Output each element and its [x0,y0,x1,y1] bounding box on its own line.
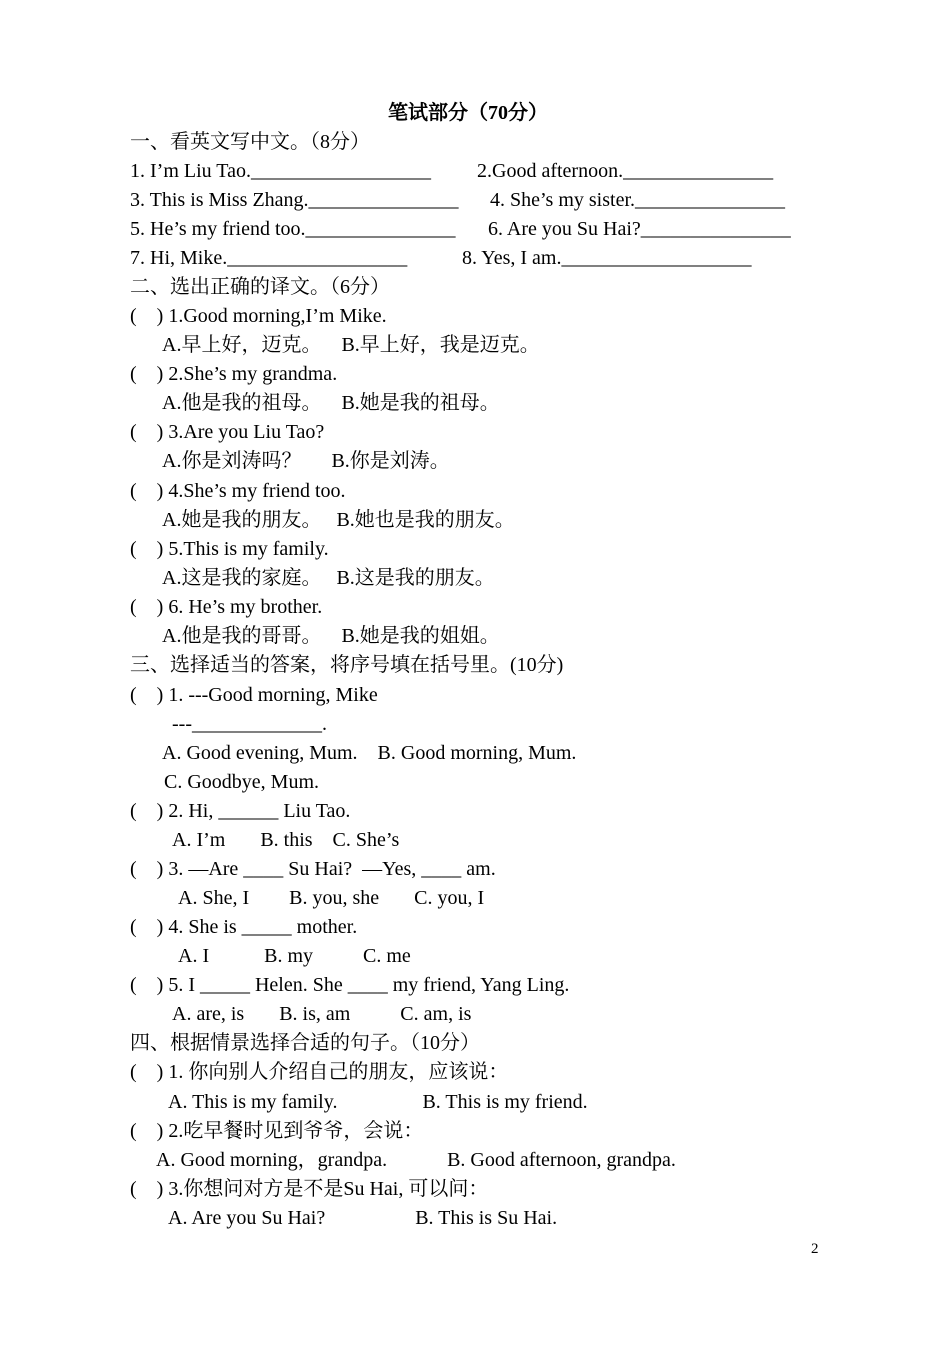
s3-line-11: ( ) 5. I _____ Helen. She ____ my friend, Yang Ling. [130,974,570,996]
s1-item-6: 6. Are you Su Hai?_______________ [488,218,791,240]
s2-question-5: ( ) 5.This is my family. [130,538,329,560]
s3-line-9: ( ) 4. She is _____ mother. [130,916,358,938]
s2-question-6: ( ) 6. He’s my brother. [130,596,323,618]
section2-heading: 二、选出正确的译文。（6分） [130,276,390,298]
s2-options-3: A.你是刘涛吗？ B.你是刘涛。 [162,450,450,472]
s2-options-4: A.她是我的朋友。 B.她也是我的朋友。 [162,509,515,531]
s1-item-1: 1. I’m Liu Tao.__________________ [130,160,431,182]
s2-question-3: ( ) 3.Are you Liu Tao? [130,421,325,443]
s3-line-5: ( ) 2. Hi, ______ Liu Tao. [130,800,351,822]
s4-line-3: ( ) 2.吃早餐时见到爷爷，会说： [130,1120,424,1142]
s4-line-1: ( ) 1. 你向别人介绍自己的朋友，应该说： [130,1061,509,1083]
s1-item-5: 5. He’s my friend too._______________ [130,218,456,240]
s3-line-1: ( ) 1. ---Good morning, Mike [130,684,378,706]
s4-line-4: A. Good morning，grandpa. B. Good afternoon, grandpa. [156,1149,676,1171]
s3-line-10: A. I B. my C. me [178,945,411,967]
s4-line-5: ( ) 3.你想问对方是不是Su Hai, 可以问： [130,1178,489,1200]
s3-line-7: ( ) 3. —Are ____ Su Hai? —Yes, ____ am. [130,858,496,880]
s4-line-6: A. Are you Su Hai? B. This is Su Hai. [168,1207,558,1229]
s3-line-4: C. Goodbye, Mum. [164,771,319,793]
section4-heading: 四、根据情景选择合适的句子。（10分） [130,1032,480,1054]
s3-line-12: A. are, is B. is, am C. am, is [172,1003,472,1025]
s1-item-8: 8. Yes, I am.___________________ [462,247,752,269]
s3-line-2: ---_____________. [172,713,327,735]
s2-options-5: A.这是我的家庭。 B.这是我的朋友。 [162,567,495,589]
section3-heading: 三、选择适当的答案，将序号填在括号里。(10分) [130,654,564,676]
s3-line-6: A. I’m B. this C. She’s [172,829,400,851]
s3-line-3: A. Good evening, Mum. B. Good morning, Mum. [162,742,577,764]
s3-line-8: A. She, I B. you, she C. you, I [178,887,485,909]
s4-line-2: A. This is my family. B. This is my friend. [168,1091,588,1113]
page-number: 2 [811,1241,819,1257]
s1-item-2: 2.Good afternoon._______________ [477,160,774,182]
s2-question-1: ( ) 1.Good morning,I’m Mike. [130,305,387,327]
s1-item-7: 7. Hi, Mike.__________________ [130,247,408,269]
s2-options-6: A.他是我的哥哥。 B.她是我的姐姐。 [162,625,500,647]
s2-question-4: ( ) 4.She’s my friend too. [130,480,346,502]
s1-item-3: 3. This is Miss Zhang._______________ [130,189,459,211]
s2-question-2: ( ) 2.She’s my grandma. [130,363,338,385]
section1-heading: 一、看英文写中文。（8分） [130,131,370,153]
s2-options-2: A.他是我的祖母。 B.她是我的祖母。 [162,392,500,414]
s2-options-1: A.早上好，迈克。 B.早上好，我是迈克。 [162,334,540,356]
s1-item-4: 4. She’s my sister._______________ [490,189,786,211]
page-title: 笔试部分（70分） [388,102,548,124]
